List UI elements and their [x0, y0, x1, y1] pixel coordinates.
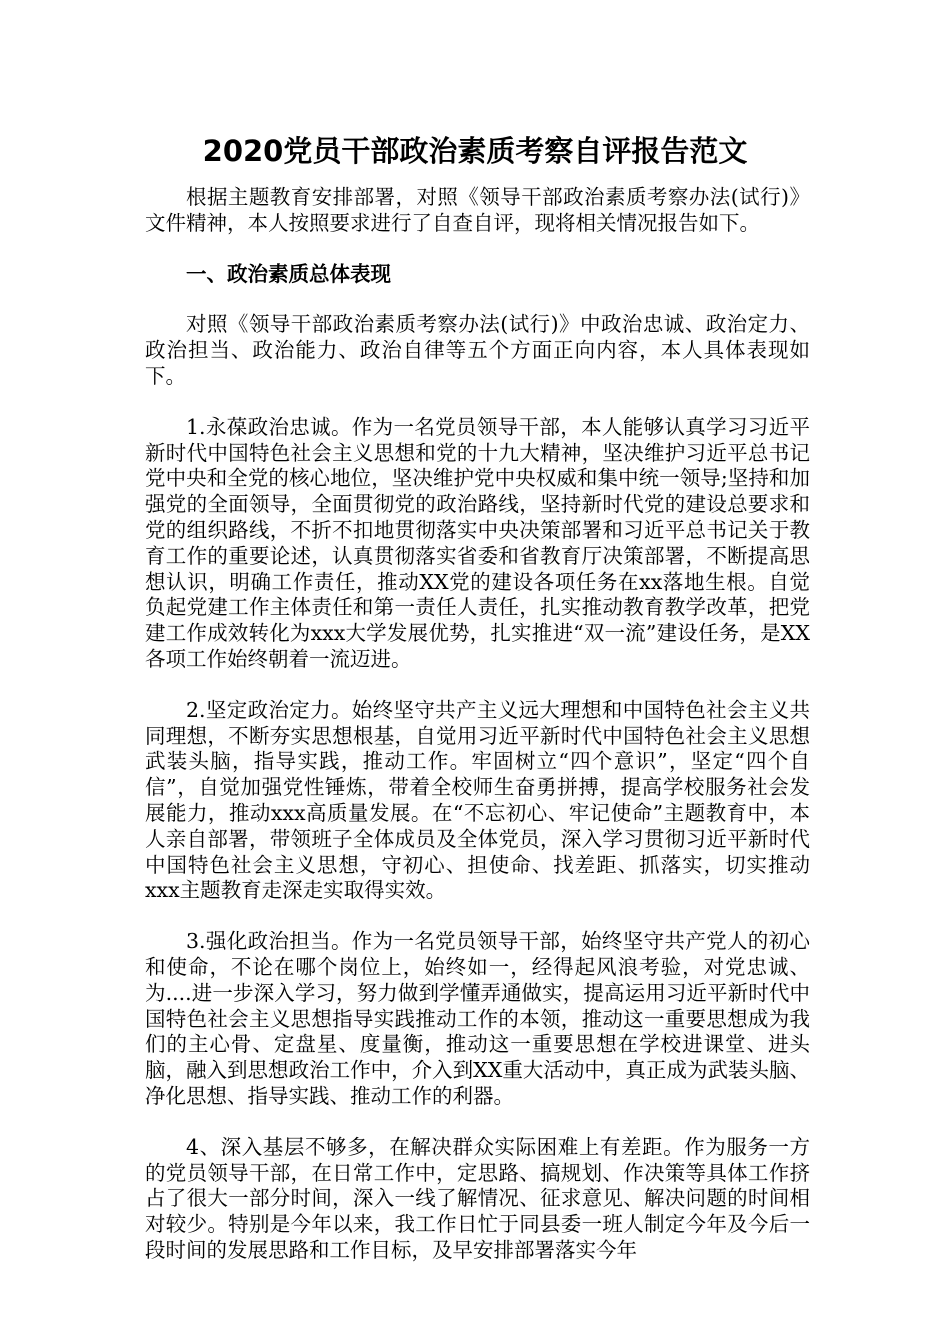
item-paragraph-2: 2.坚定政治定力。始终坚守共产主义远大理想和中国特色社会主义共同理想，不断夯实思想根基，自觉用习近平新时代中国特色社会主义思想武装头脑，指导实践，推动工作。牢固树立“四个意识”，坚定“四个自信”，自觉加强党性锤炼，带着全校师生奋勇拼搏，提高学校服务社会发展能力，推动xxx高质量发展。在“不忘初心、牢记使命”主题教育中，本人亲自部署，带领班子全体成员及全体党员，深入学习贯彻习近平新时代中国特色社会主义思想，守初心、担使命、找差距、抓落实，切实推动xxx主题教育走深走实取得实效。: [145, 697, 810, 903]
intro-paragraph: 根据主题教育安排部署，对照《领导干部政治素质考察办法(试行)》文件精神，本人按照要求进行了自查自评，现将相关情况报告如下。: [145, 185, 810, 235]
item-paragraph-1: 1.永葆政治忠诚。作为一名党员领导干部，本人能够认真学习习近平新时代中国特色社会主义思想和党的十九大精神，坚决维护习近平总书记党中央和全党的核心地位，坚决维护党中央权威和集中统一领导;坚持和加强党的全面领导，全面贯彻党的政治路线，坚持新时代党的建设总要求和党的组织路线，不折不扣地贯彻落实中央决策部署和习近平总书记关于教育工作的重要论述，认真贯彻落实省委和省教育厅决策部署，不断提高思想认识，明确工作责任，推动XX党的建设各项任务在xx落地生根。自觉负起党建工作主体责任和第一责任人责任，扎实推动教育教学改革，把党建工作成效转化为xxx大学发展优势，扎实推进“双一流”建设任务，是XX各项工作始终朝着一流迈进。: [145, 414, 810, 671]
section-heading: 一、政治素质总体表现: [186, 261, 391, 286]
item-paragraph-4: 4、深入基层不够多，在解决群众实际困难上有差距。作为服务一方的党员领导干部，在日常工作中，定思路、搞规划、作决策等具体工作挤占了很大一部分时间，深入一线了解情况、征求意见、解决问题的时间相对较少。特别是今年以来，我工作日忙于同县委一班人制定今年及今后一段时间的发展思路和工作目标，及早安排部署落实今年: [145, 1134, 810, 1262]
item-paragraph-3: 3.强化政治担当。作为一名党员领导干部，始终坚守共产党人的初心和使命，不论在哪个岗位上，始终如一，经得起风浪考验，对党忠诚、为....进一步深入学习，努力做到学懂弄通做实，提高运用习近平新时代中国特色社会主义思想指导实践推动工作的本领，推动这一重要思想成为我们的主心骨、定盘星、度量衡，推动这一重要思想在学校进课堂、进头脑，融入到思想政治工作中，介入到XX重大活动中，真正成为武装头脑、净化思想、指导实践、推动工作的利器。: [145, 929, 810, 1108]
document-body: [145, 185, 810, 1289]
section-intro-paragraph: 对照《领导干部政治素质考察办法(试行)》中政治忠诚、政治定力、政治担当、政治能力、政治自律等五个方面正向内容，本人具体表现如下。: [145, 312, 810, 388]
document-title: 2020党员干部政治素质考察自评报告范文: [202, 134, 748, 168]
